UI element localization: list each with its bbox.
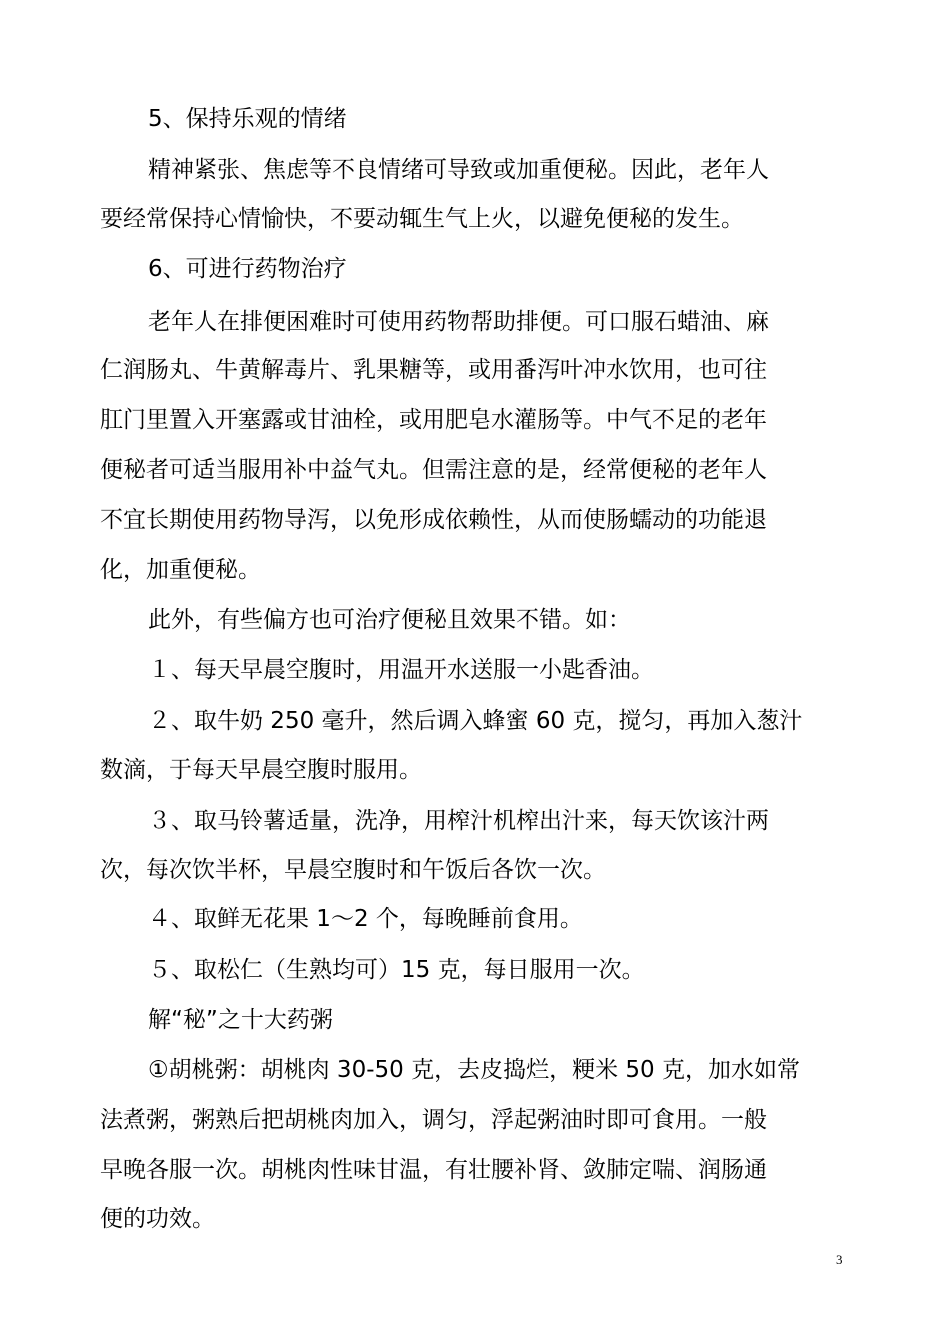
paragraph-line: 精神紧张、焦虑等不良情绪可导致或加重便秘。因此，老年人 — [148, 157, 769, 183]
paragraph-line: 要经常保持心情愉快，不要动辄生气上火，以避免便秘的发生。 — [100, 206, 744, 232]
section-heading-ten-porridges: 解“秘”之十大药粥 — [148, 1007, 333, 1033]
paragraph-line: 老年人在排便困难时可使用药物帮助排便。可口服石蜡油、麻 — [148, 309, 769, 335]
paragraph-line: 化，加重便秘。 — [100, 557, 261, 583]
list-item-continuation: 次，每次饮半杯，早晨空腹时和午饭后各饮一次。 — [100, 857, 606, 883]
paragraph-line: 法煮粥，粥熟后把胡桃肉加入，调匀，浮起粥油时即可食用。一般 — [100, 1107, 767, 1133]
paragraph-line: 便秘者可适当服用补中益气丸。但需注意的是，经常便秘的老年人 — [100, 457, 767, 483]
list-item: ３、取马铃薯适量，洗净，用榨汁机榨出汁来，每天饮该汁两 — [148, 808, 769, 834]
page-number: 3 — [836, 1252, 843, 1267]
paragraph-line: 此外，有些偏方也可治疗便秘且效果不错。如： — [148, 607, 631, 633]
list-item: ５、取松仁（生熟均可）15 克，每日服用一次。 — [148, 957, 645, 983]
list-item: ２、取牛奶 250 毫升，然后调入蜂蜜 60 克，搅匀，再加入葱汁 — [148, 708, 803, 734]
paragraph-line: 便的功效。 — [100, 1206, 215, 1232]
paragraph-line: ①胡桃粥：胡桃肉 30-50 克，去皮捣烂，粳米 50 克，加水如常 — [148, 1057, 800, 1083]
paragraph-line: 不宜长期使用药物导泻，以免形成依赖性，从而使肠蠕动的功能退 — [100, 507, 767, 533]
paragraph-line: 肛门里置入开塞露或甘油栓，或用肥皂水灌肠等。中气不足的老年 — [100, 407, 767, 433]
paragraph-line: 仁润肠丸、牛黄解毒片、乳果糖等，或用番泻叶冲水饮用，也可往 — [100, 357, 767, 383]
section-heading-keep-optimistic: 5、保持乐观的情绪 — [148, 106, 347, 132]
list-item: １、每天早晨空腹时，用温开水送服一小匙香油。 — [148, 657, 654, 683]
list-item-continuation: 数滴，于每天早晨空腹时服用。 — [100, 757, 422, 783]
list-item: ４、取鲜无花果 1～2 个，每晚睡前食用。 — [148, 906, 583, 932]
section-heading-medication: 6、可进行药物治疗 — [148, 256, 347, 282]
paragraph-line: 早晚各服一次。胡桃肉性味甘温，有壮腰补肾、敛肺定喘、润肠通 — [100, 1157, 767, 1183]
